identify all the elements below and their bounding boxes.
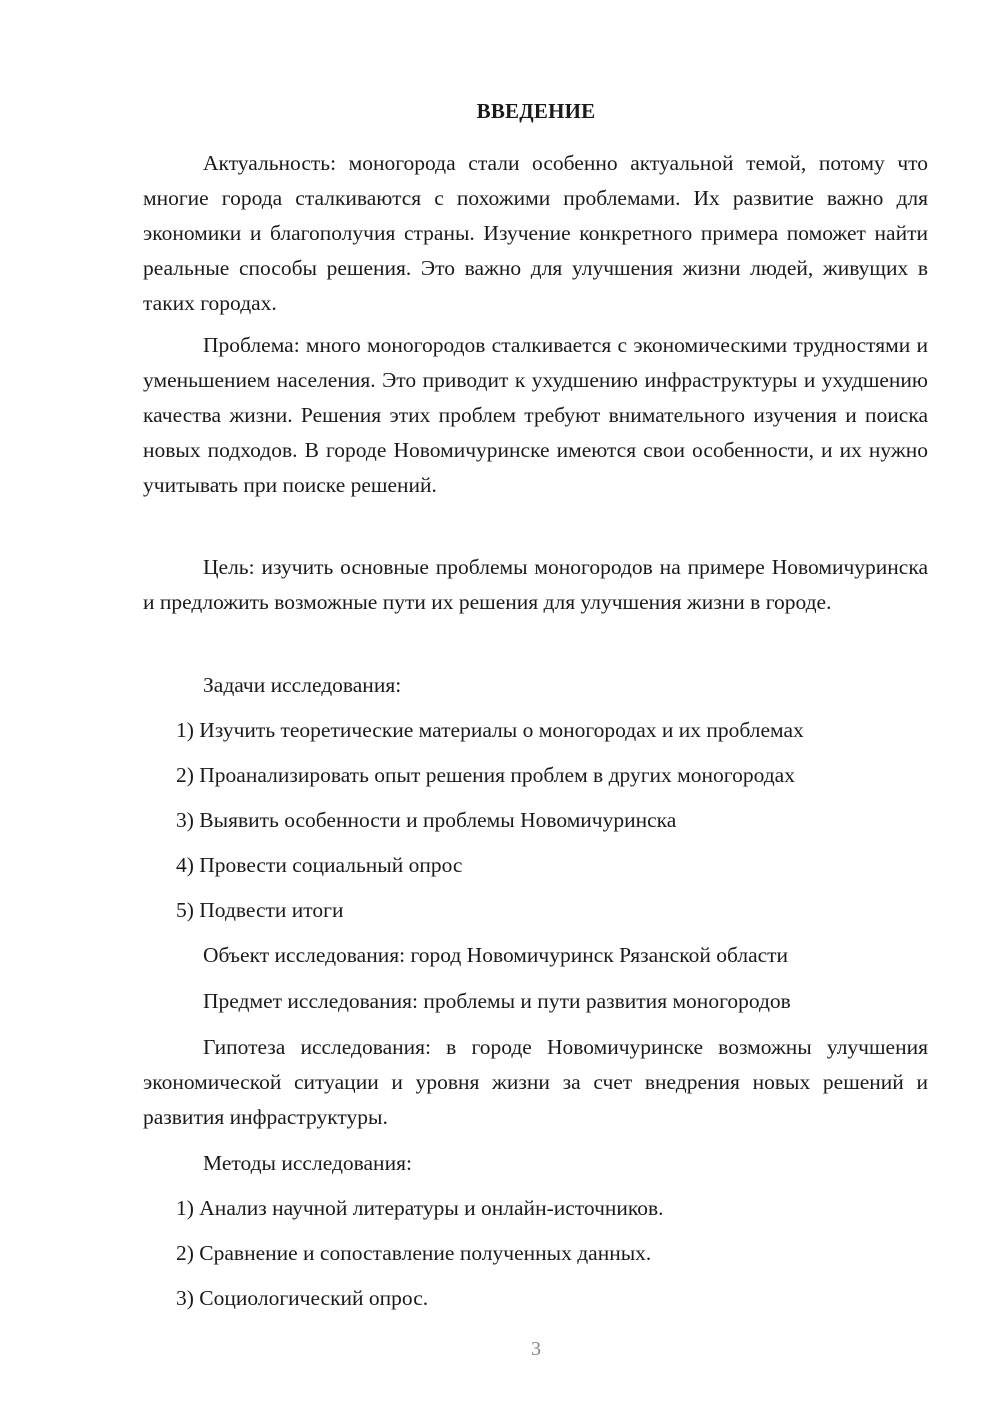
page-number: 3 [531, 1338, 541, 1360]
object-paragraph: Объект исследования: город Новомичуринск Рязанской области [203, 943, 789, 967]
goal-paragraph: Цель: изучить основные проблемы моногородов на примере Новомичуринска и предложить возможные пути их решения для улучшения жизни в городе. [143, 555, 928, 614]
task-item: 2) Проанализировать опыт решения проблем в других моногородах [176, 763, 795, 787]
task-item: 5) Подвести итоги [176, 898, 344, 922]
method-item: 1) Анализ научной литературы и онлайн-источников. [176, 1196, 664, 1220]
method-item: 2) Сравнение и сопоставление полученных данных. [176, 1241, 652, 1265]
task-item: 3) Выявить особенности и проблемы Новомичуринска [176, 808, 677, 832]
task-item: 4) Провести социальный опрос [176, 853, 463, 877]
section-title: ВВЕДЕНИЕ [476, 99, 596, 123]
hypothesis-paragraph: Гипотеза исследования: в городе Новомичуринске возможны улучшения экономической ситуации и уровня жизни за счет внедрения новых решений и развития инфраструктуры. [143, 1035, 928, 1129]
task-item: 1) Изучить теоретические материалы о моногородах и их проблемах [176, 718, 804, 742]
relevance-paragraph: Актуальность: моногорода стали особенно актуальной темой, потому что многие города сталкиваются с похожими проблемами. Их развитие важно для экономики и благополучия страны. Изучение конкретного примера поможет найти реальные способы решения. Это важно для улучшения жизни людей, живущих в таких городах. [143, 151, 928, 315]
subject-paragraph: Предмет исследования: проблемы и пути развития моногородов [203, 989, 791, 1013]
method-item: 3) Социологический опрос. [176, 1286, 429, 1310]
problem-paragraph: Проблема: много моногородов сталкивается с экономическими трудностями и уменьшением населения. Это приводит к ухудшению инфраструктуры и ухудшению качества жизни. Решения этих проблем требуют внимательного изучения и поиска новых подходов. В городе Новомичуринске имеются свои особенности, и их нужно учитывать при поиске решений. [143, 333, 928, 497]
methods-heading: Методы исследования: [203, 1151, 412, 1175]
tasks-heading: Задачи исследования: [203, 673, 402, 697]
